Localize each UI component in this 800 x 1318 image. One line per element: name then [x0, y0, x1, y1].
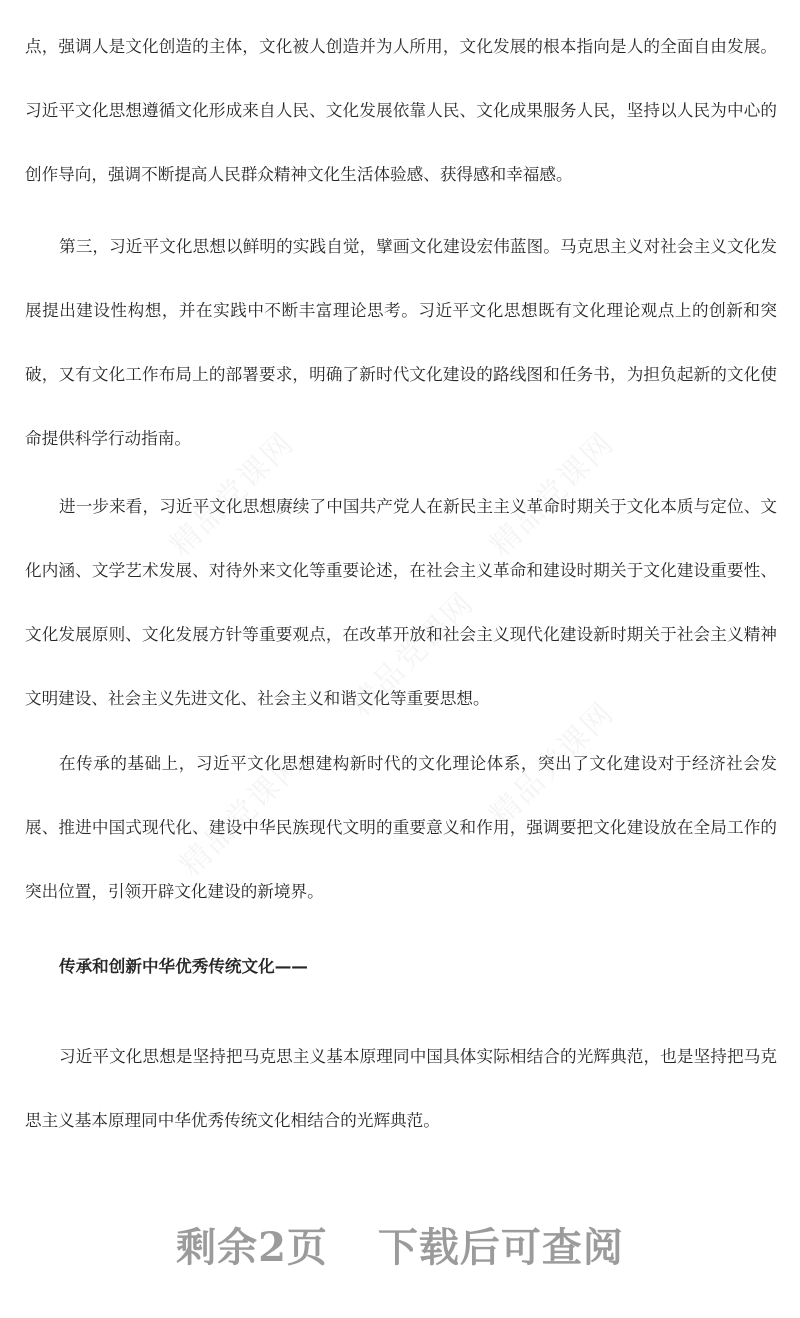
watermark: 精品党课网: [173, 745, 312, 884]
paragraph-1: 点，强调人是文化创造的主体，文化被人创造并为人所用，文化发展的根本指向是人的全面自由发展。习近平文化思想遵循文化形成来自人民、文化发展依靠人民、文化成果服务人民，坚持以人民为中心的创作导向，强调不断提高人民群众精神文化生活体验感、获得感和幸福感。: [25, 37, 777, 184]
watermark: 精品党课网: [483, 425, 622, 564]
remaining-pages-text[interactable]: 剩余2页: [176, 1224, 328, 1271]
section-heading: 传承和创新中华优秀传统文化——: [59, 957, 308, 976]
paragraph-3: 进一步来看，习近平文化思想赓续了中国共产党人在新民主主义革命时期关于文化本质与定位、文化内涵、文学艺术发展、对待外来文化等重要论述，在社会主义革命和建设时期关于文化建设重要性、文化发展原则、文化发展方针等重要观点，在改革开放和社会主义现代化建设新时期关于社会主义精神文明建设、社会主义先进文化、社会主义和谐文化等重要思想。: [25, 497, 777, 708]
download-to-view-banner[interactable]: [0, 1216, 800, 1273]
paragraph-5: 习近平文化思想是坚持把马克思主义基本原理同中国具体实际相结合的光辉典范，也是坚持把马克思主义基本原理同中华优秀传统文化相结合的光辉典范。: [25, 1047, 777, 1130]
watermark: 精品党课网: [163, 425, 302, 564]
download-to-view-text[interactable]: 下载后可查阅: [377, 1224, 624, 1271]
watermark: 精品党课网: [343, 585, 482, 724]
paragraph-2: 第三，习近平文化思想以鲜明的实践自觉，擘画文化建设宏伟蓝图。马克思主义对社会主义文化发展提出建设性构想，并在实践中不断丰富理论思考。习近平文化思想既有文化理论观点上的创新和突破，又有文化工作布局上的部署要求，明确了新时代文化建设的路线图和任务书，为担负起新的文化使命提供科学行动指南。: [25, 237, 777, 448]
watermark: 精品党课网: [483, 695, 622, 834]
paragraph-4: 在传承的基础上，习近平文化思想建构新时代的文化理论体系，突出了文化建设对于经济社会发展、推进中国式现代化、建设中华民族现代文明的重要意义和作用，强调要把文化建设放在全局工作的突出位置，引领开辟文化建设的新境界。: [25, 754, 777, 901]
